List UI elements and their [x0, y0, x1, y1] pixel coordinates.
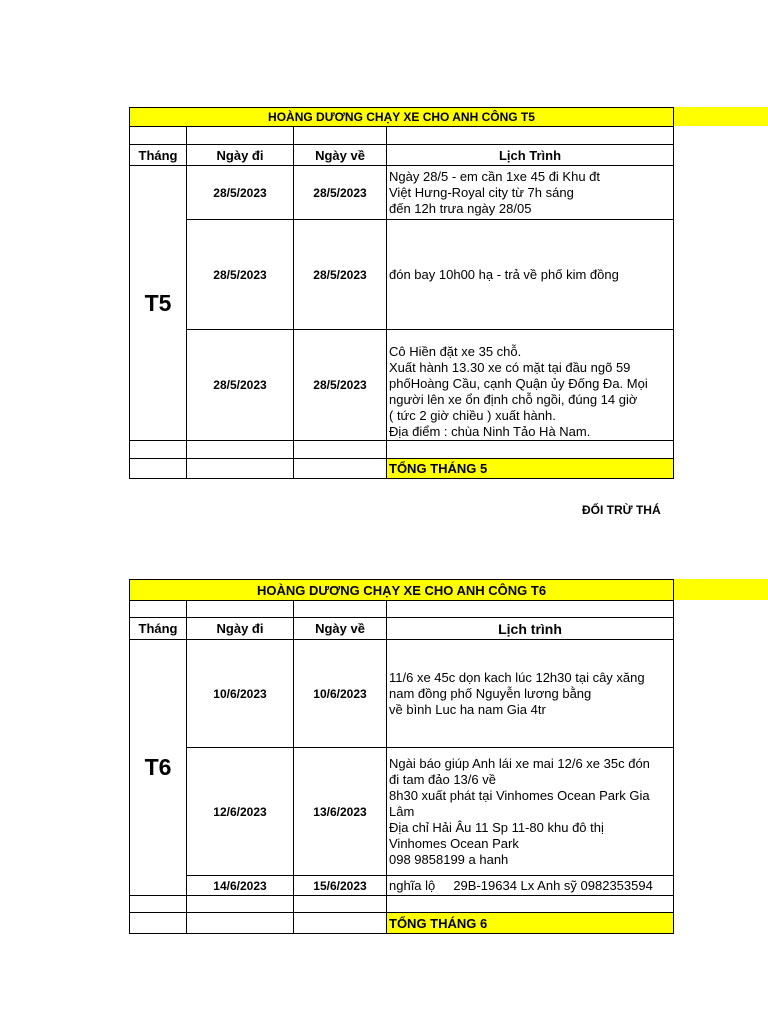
return-date: 13/6/2023: [294, 748, 387, 876]
empty-cell: [187, 913, 294, 934]
empty-cell: [130, 601, 187, 618]
empty-cell: [130, 896, 187, 913]
schedule-text: đón bay 10h00 hạ - trả về phố kim đồng: [387, 220, 674, 330]
table-row: [130, 640, 674, 748]
schedule-text: Ngày 28/5 - em cần 1xe 45 đi Khu đt Việt Hưng-Royal city từ 7h sáng đến 12h trưa ngày 28/05: [387, 166, 674, 220]
empty-cell: [387, 601, 674, 618]
table-row: [130, 748, 674, 876]
depart-date: 12/6/2023: [187, 748, 294, 876]
table-row: [130, 330, 674, 441]
empty-cell: [187, 601, 294, 618]
empty-cell: [294, 913, 387, 934]
header-schedule: Lịch Trình: [387, 145, 674, 166]
return-date: 28/5/2023: [294, 330, 387, 441]
return-date: 28/5/2023: [294, 166, 387, 220]
empty-cell: [294, 459, 387, 479]
return-date: 28/5/2023: [294, 220, 387, 330]
schedule-text: Ngài báo giúp Anh lái xe mai 12/6 xe 35c đón đi tam đảo 13/6 về 8h30 xuất phát tại Vinhomes Ocean Park Gia Lâm Địa chỉ Hải Âu 11 Sp 11-80 khu đô thị Vinhomes Ocean Park 098 9858199 a hanh: [387, 748, 674, 876]
table-row: [130, 220, 674, 330]
depart-date: 28/5/2023: [187, 220, 294, 330]
t6-schedule-table: [129, 579, 674, 934]
empty-cell: [187, 127, 294, 145]
schedule-text: Cô Hiền đặt xe 35 chỗ. Xuất hành 13.30 xe có mặt tại đầu ngõ 59 phốHoàng Cầu, cạnh Quận ủy Đống Đa. Mọi người lên xe ổn định chỗ ngồi, đúng 14 giờ ( tức 2 giờ chiều ) xuất hành. Địa điểm : chùa Ninh Tảo Hà Nam.: [387, 330, 674, 441]
t5-table-title: HOÀNG DƯƠNG CHẠY XE CHO ANH CÔNG T5: [130, 108, 674, 127]
t5-schedule-table: [129, 107, 674, 479]
return-date: 15/6/2023: [294, 876, 387, 896]
t5-total-label: TỔNG THÁNG 5: [387, 459, 674, 479]
depart-date: 10/6/2023: [187, 640, 294, 748]
header-month: Tháng: [130, 618, 187, 640]
schedule-text: 11/6 xe 45c dọn kach lúc 12h30 tại cây xăng nam đồng phố Nguyễn lương bằng về bình Luc ha nam Gia 4tr: [387, 640, 674, 748]
depart-date: 28/5/2023: [187, 166, 294, 220]
table-row: [130, 166, 674, 220]
t6-table-title: HOÀNG DƯƠNG CHẠY XE CHO ANH CÔNG T6: [130, 580, 674, 601]
empty-cell: [294, 441, 387, 459]
t6-title-band-extension: [674, 579, 768, 600]
empty-cell: [130, 459, 187, 479]
header-month: Tháng: [130, 145, 187, 166]
empty-cell: [130, 127, 187, 145]
offset-note: ĐỐI TRỪ THÁ: [582, 503, 661, 517]
empty-cell: [294, 127, 387, 145]
t5-title-band-extension: [674, 107, 768, 126]
table-row: [130, 876, 674, 896]
empty-cell: [294, 601, 387, 618]
header-depart-date: Ngày đi: [187, 145, 294, 166]
empty-cell: [187, 441, 294, 459]
header-schedule: Lịch trình: [387, 618, 674, 640]
schedule-text: nghĩa lộ 29B-19634 Lx Anh sỹ 0982353594: [387, 876, 674, 896]
depart-date: 28/5/2023: [187, 330, 294, 441]
empty-cell: [187, 459, 294, 479]
return-date: 10/6/2023: [294, 640, 387, 748]
empty-cell: [387, 127, 674, 145]
empty-cell: [387, 896, 674, 913]
header-return-date: Ngày về: [294, 618, 387, 640]
month-label: T6: [130, 640, 187, 896]
depart-date: 14/6/2023: [187, 876, 294, 896]
header-return-date: Ngày về: [294, 145, 387, 166]
empty-cell: [130, 913, 187, 934]
empty-cell: [130, 441, 187, 459]
empty-cell: [294, 896, 387, 913]
empty-cell: [387, 441, 674, 459]
t6-total-label: TỔNG THÁNG 6: [387, 913, 674, 934]
month-label: T5: [130, 166, 187, 441]
header-depart-date: Ngày đi: [187, 618, 294, 640]
empty-cell: [187, 896, 294, 913]
